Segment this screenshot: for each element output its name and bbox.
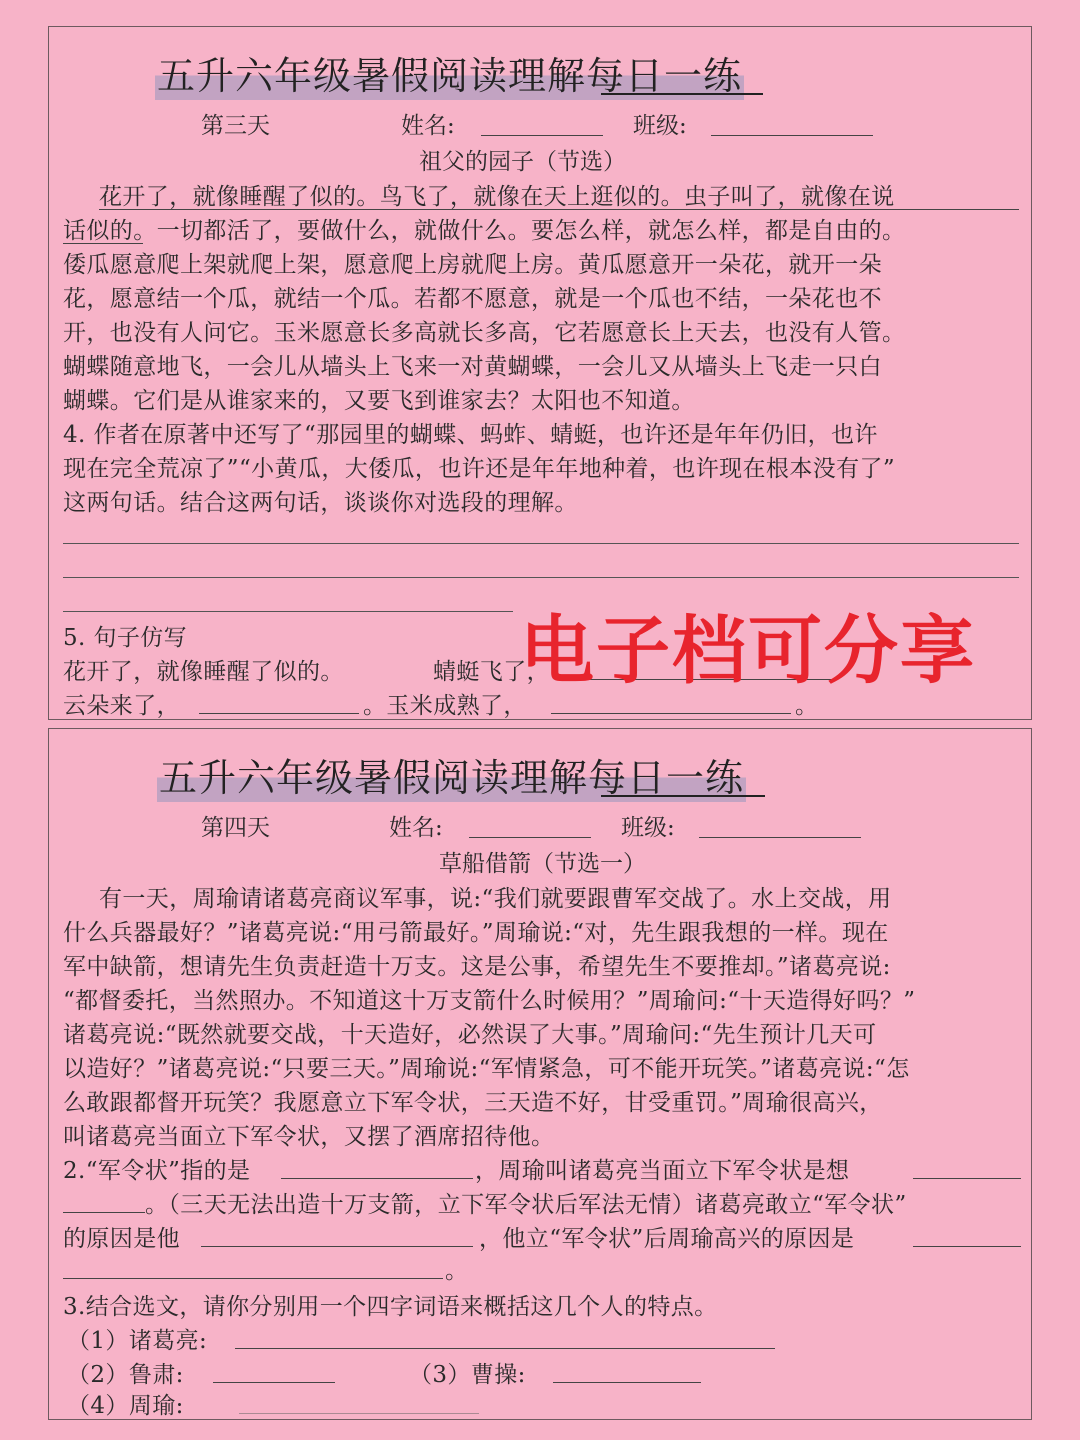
day-label: 第四天 (201, 815, 270, 841)
text-underline (63, 243, 143, 244)
sentence-prompt: 蜻蜓飞了， (433, 659, 550, 685)
paragraph-line: 开，也没有人问它。玉米愿意长多高就长多高，它若愿意长上天去，也没有人管。 (63, 320, 906, 346)
question-text: 。 (445, 1258, 469, 1284)
answer-line[interactable] (63, 577, 1019, 578)
paragraph-line: 以造好？”诸葛亮说:“只要三天。”周瑜说:“军情紧急，可不能开玩笑。”诸葛亮说:“怎 (63, 1056, 910, 1082)
answer-blank[interactable] (235, 1348, 775, 1349)
name-label: 姓名: (401, 113, 455, 139)
name-blank[interactable] (481, 135, 603, 136)
answer-blank[interactable] (63, 1278, 443, 1279)
sentence-prompt: 云朵来了， (63, 693, 180, 719)
answer-blank[interactable] (239, 1413, 479, 1414)
paragraph-line: 叫诸葛亮当面立下军令状，又摆了酒席招待他。 (63, 1124, 555, 1150)
sentence-example: 花开了，就像睡醒了似的。 (63, 659, 344, 685)
question-title: 5. 句子仿写 (63, 625, 188, 651)
name-blank[interactable] (469, 837, 591, 838)
article-title: 草船借箭（节选一） (439, 851, 646, 877)
article-title: 祖父的园子（节选） (419, 149, 626, 175)
sentence-end: 。 (795, 693, 819, 719)
question-text: ，他立“军令状”后周瑜高兴的原因是 (479, 1226, 855, 1252)
question-text: 的原因是他 (63, 1226, 180, 1252)
paragraph-line: 蝴蝶。它们是从谁家来的，又要飞到谁家去？太阳也不知道。 (63, 388, 695, 414)
question-line: 4. 作者在原著中还写了“那园里的蝴蝶、蚂蚱、蜻蜓，也许还是年年仍旧，也许 (63, 422, 878, 448)
paragraph-line: “都督委托，当然照办。不知道这十万支箭什么时候用？”周瑜问:“十天造得好吗？” (63, 988, 916, 1014)
answer-blank[interactable] (913, 1246, 1021, 1247)
question-line: 现在完全荒凉了”“小黄瓜，大倭瓜，也许还是年年地种着，也许现在根本没有了” (63, 456, 896, 482)
answer-blank[interactable] (199, 713, 359, 714)
paragraph-line: 军中缺箭，想请先生负责赶造十万支。这是公事，希望先生不要推却。”诸葛亮说: (63, 954, 891, 980)
paragraph-line: 蝴蝶随意地飞，一会儿从墙头上飞来一对黄蝴蝶，一会儿又从墙头上飞走一只白 (63, 354, 882, 380)
question-text: 。（三天无法出造十万支箭，立下军令状后军法无情）诸葛亮敢立“军令状” (145, 1192, 907, 1218)
answer-line[interactable] (63, 611, 513, 612)
answer-blank[interactable] (281, 1178, 473, 1179)
title-underline (601, 93, 763, 95)
answer-line[interactable] (63, 543, 1019, 544)
answer-blank[interactable] (553, 1382, 701, 1383)
class-blank[interactable] (699, 837, 861, 838)
question-line: 这两句话。结合这两句话，谈谈你对选段的理解。 (63, 490, 578, 516)
paragraph-line: 话似的。一切都活了，要做什么，就做什么。要怎么样，就怎么样，都是自由的。 (63, 218, 906, 244)
worksheet-day-4 (48, 728, 1032, 1420)
character-label: （4）周瑜: (67, 1393, 184, 1419)
class-label: 班级: (621, 815, 675, 841)
worksheet-title: 五升六年级暑假阅读理解每日一练 (155, 45, 744, 100)
answer-blank[interactable] (551, 713, 791, 714)
class-blank[interactable] (711, 135, 873, 136)
sentence-prompt: 。玉米成熟了， (363, 693, 527, 719)
class-label: 班级: (633, 113, 687, 139)
paragraph-line: 花，愿意结一个瓜，就结一个瓜。若都不愿意，就是一个瓜也不结，一朵花也不 (63, 286, 882, 312)
character-label: （2）鲁肃: (67, 1362, 184, 1388)
question-text: ，周瑜叫诸葛亮当面立下军令状是想 (475, 1158, 850, 1184)
paragraph-line: 花开了，就像睡醒了似的。鸟飞了，就像在天上逛似的。虫子叫了，就像在说 (99, 184, 895, 210)
title-underline (601, 795, 765, 797)
answer-blank[interactable] (213, 1382, 335, 1383)
worksheet-title: 五升六年级暑假阅读理解每日一练 (157, 747, 746, 802)
paragraph-line: 什么兵器最好？”诸葛亮说:“用弓箭最好。”周瑜说:“对，先生跟我想的一样。现在 (63, 920, 889, 946)
share-watermark: 电子档可分享 (520, 608, 976, 694)
paragraph-line: 诸葛亮说:“既然就要交战，十天造好，必然误了大事。”周瑜问:“先生预计几天可 (63, 1022, 877, 1048)
character-label: （1）诸葛亮: (67, 1328, 208, 1354)
name-label: 姓名: (389, 815, 443, 841)
paragraph-line: 么敢跟都督开玩笑？我愿意立下军令状，三天造不好，甘受重罚。”周瑜很高兴， (63, 1090, 883, 1116)
answer-blank[interactable] (913, 1178, 1021, 1179)
answer-blank[interactable] (201, 1246, 473, 1247)
question-text: 2.“军令状”指的是 (63, 1158, 251, 1184)
day-label: 第三天 (201, 113, 270, 139)
paragraph-line: 有一天，周瑜请诸葛亮商议军事，说:“我们就要跟曹军交战了。水上交战，用 (99, 886, 892, 912)
paragraph-line: 倭瓜愿意爬上架就爬上架，愿意爬上房就爬上房。黄瓜愿意开一朵花，就开一朵 (63, 252, 882, 278)
character-label: （3）曹操: (409, 1362, 526, 1388)
text-underline (99, 209, 1019, 210)
answer-blank[interactable] (63, 1212, 145, 1213)
question-text: 3.结合选文，请你分别用一个四字词语来概括这几个人的特点。 (63, 1294, 718, 1320)
